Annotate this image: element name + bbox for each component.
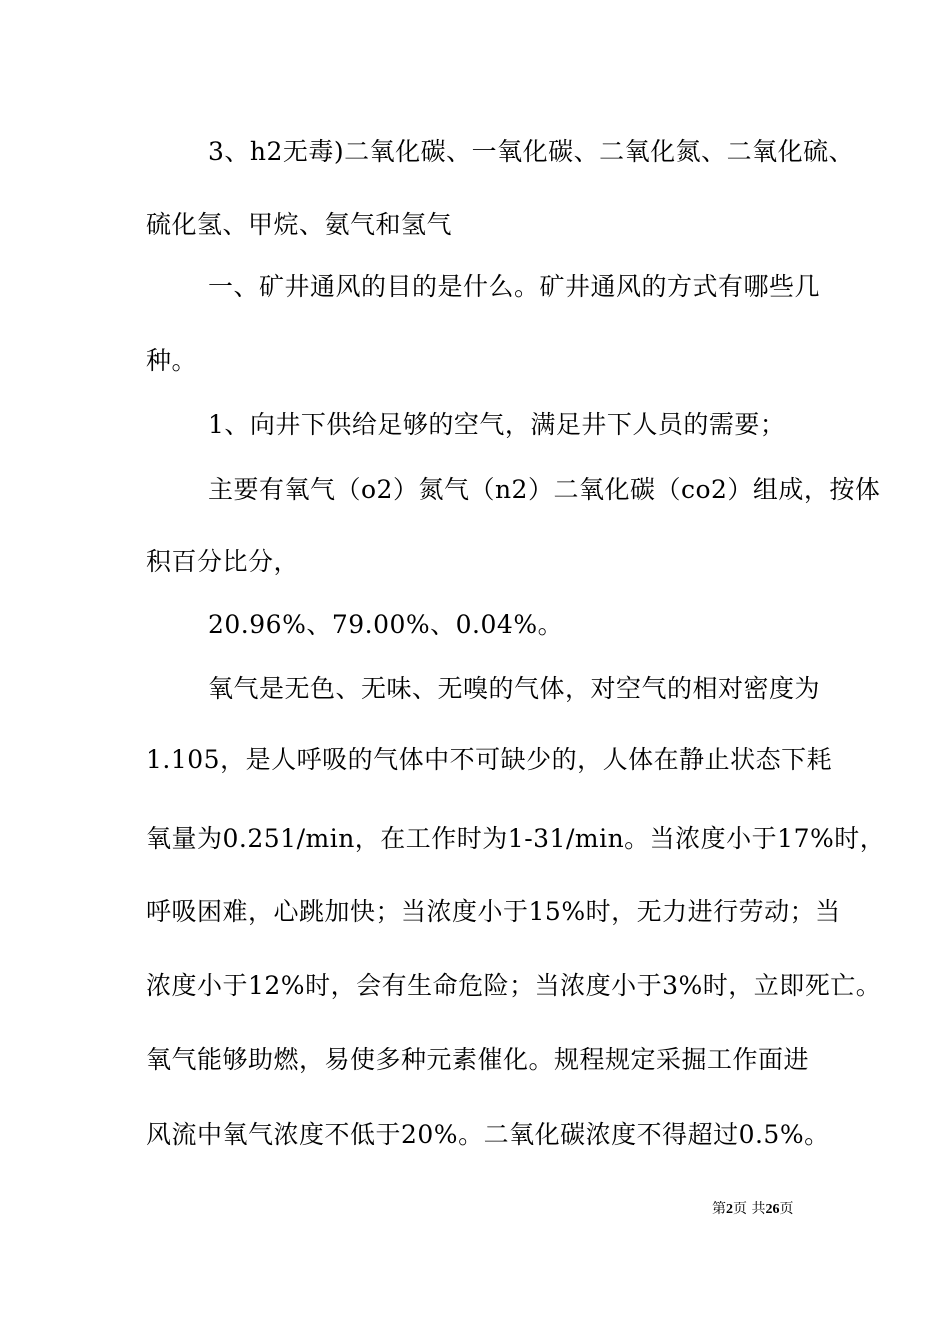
text-line-10: 1.105，是人呼吸的气体中不可缺少的，人体在静止状态下耗 [146,745,833,774]
text-line-7: 积百分比分， [146,547,300,576]
footer-middle: 页 共 [733,1201,766,1217]
text-line-11: 氧量为0.251/min，在工作时为1-31/min。当浓度小于17%时， [146,824,886,853]
text-line-6: 主要有氧气（o2）氮气（n2）二氧化碳（co2）组成，按体 [208,475,881,504]
footer-total-pages: 26 [765,1202,780,1217]
footer-current-page: 2 [726,1202,733,1217]
text-line-3: 一、矿井通风的目的是什么。矿井通风的方式有哪些几 [208,272,821,301]
text-line-4: 种。 [146,346,198,375]
text-line-14: 氧气能够助燃，易使多种元素催化。规程规定采掘工作面进 [146,1045,810,1074]
text-line-2: 硫化氢、甲烷、氨气和氢气 [146,210,453,239]
text-line-1: 3、h2无毒)二氧化碳、一氧化碳、二氧化氮、二氧化硫、 [208,137,855,166]
text-line-13: 浓度小于12%时，会有生命危险；当浓度小于3%时，立即死亡。 [146,971,882,1000]
text-line-15: 风流中氧气浓度不低于20%。二氧化碳浓度不得超过0.5%。 [146,1120,830,1149]
text-line-9: 氧气是无色、无味、无嗅的气体，对空气的相对密度为 [208,674,821,703]
footer-suffix: 页 [779,1201,794,1217]
text-line-5: 1、向井下供给足够的空气，满足井下人员的需要； [208,410,786,439]
text-line-8: 20.96%、79.00%、0.04%。 [208,610,564,639]
footer-prefix: 第 [712,1201,726,1217]
text-line-12: 呼吸困难，心跳加快；当浓度小于15%时，无力进行劳动；当 [146,897,841,926]
page-number-footer [712,1200,793,1219]
